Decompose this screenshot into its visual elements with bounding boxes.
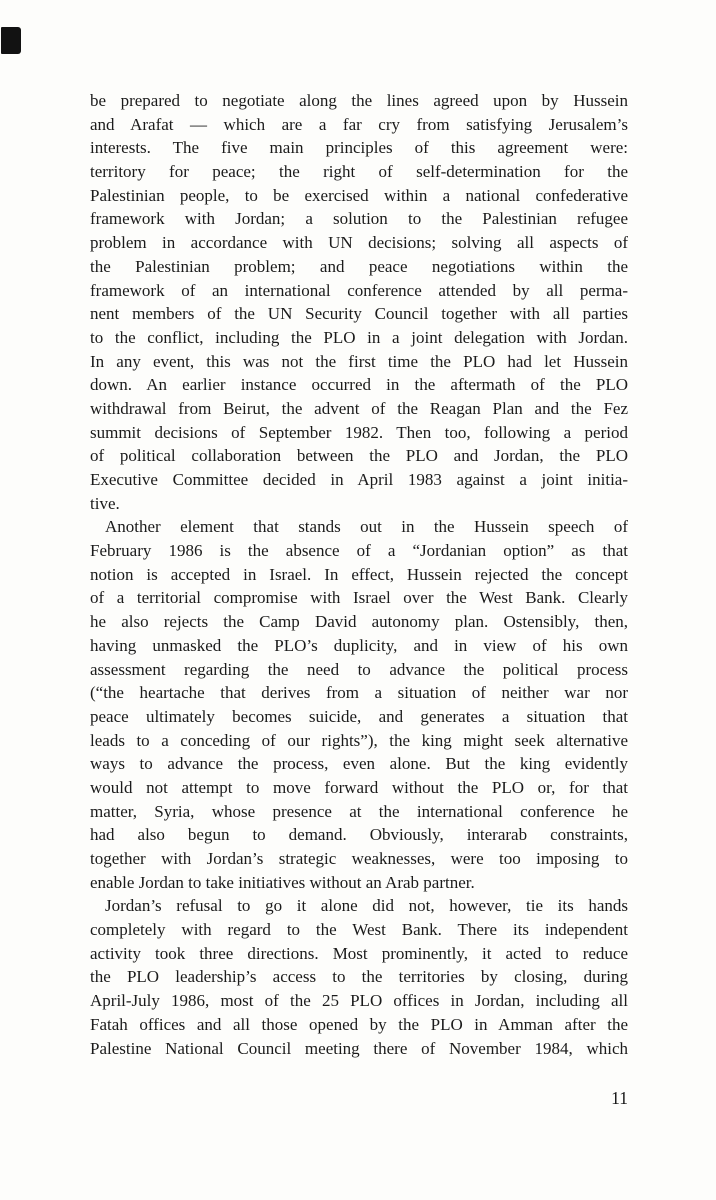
- text-line: ways to advance the process, even alone. But the king evidently: [90, 754, 628, 774]
- text-line: he also rejects the Camp David autonomy plan. Ostensibly, then,: [90, 612, 628, 632]
- text-line: matter, Syria, whose presence at the international conference he: [90, 801, 628, 821]
- text-line: Palestinian people, to be exercised within a national confederative: [90, 185, 628, 205]
- text-line: withdrawal from Beirut, the advent of the Reagan Plan and the Fez: [90, 398, 628, 418]
- text-line: April-July 1986, most of the 25 PLO offices in Jordan, including all: [90, 991, 628, 1011]
- text-line: had also begun to demand. Obviously, interarab constraints,: [90, 825, 628, 845]
- text-line: Executive Committee decided in April 1983 against a joint initia-: [90, 470, 628, 489]
- text-line: problem in accordance with UN decisions; solving all aspects of: [90, 233, 628, 253]
- text-line: to the conflict, including the PLO in a joint delegation with Jordan.: [90, 327, 628, 347]
- text-line: the PLO leadership’s access to the territories by closing, during: [90, 967, 628, 987]
- text-line: would not attempt to move forward without the PLO or, for that: [90, 777, 628, 797]
- text-line: framework of an international conference attended by all perma-: [90, 280, 628, 300]
- text-line: Fatah offices and all those opened by the PLO in Amman after the: [90, 1014, 628, 1034]
- page-number: 11: [611, 1088, 628, 1108]
- text-line: down. An earlier instance occurred in the aftermath of the PLO: [90, 375, 628, 395]
- text-line: Another element that stands out in the Hussein speech of: [105, 517, 628, 537]
- text-line: peace ultimately becomes suicide, and generates a situation that: [90, 706, 628, 726]
- text-line: framework with Jordan; a solution to the Palestinian refugee: [90, 209, 628, 229]
- text-line: Palestine National Council meeting there of November 1984, which: [90, 1038, 628, 1058]
- body-text: [90, 89, 628, 1060]
- scan-artifact-mark: [1, 27, 21, 54]
- text-line: together with Jordan’s strategic weaknesses, were too imposing to: [90, 849, 628, 868]
- text-line: Jordan’s refusal to go it alone did not, however, tie its hands: [105, 896, 628, 916]
- text-line: tive.: [90, 493, 120, 513]
- text-line: be prepared to negotiate along the lines agreed upon by Hussein: [90, 91, 628, 110]
- text-line: and Arafat — which are a far cry from satisfying Jerusalem’s: [90, 114, 628, 134]
- text-line: territory for peace; the right of self-determination for the: [90, 162, 628, 182]
- text-line: enable Jordan to take initiatives without an Arab partner.: [90, 872, 475, 892]
- text-line: February 1986 is the absence of a “Jordanian option” as that: [90, 541, 628, 561]
- text-line: having unmasked the PLO’s duplicity, and in view of his own: [90, 635, 628, 655]
- text-line: of political collaboration between the PLO and Jordan, the PLO: [90, 446, 628, 466]
- text-line: leads to a conceding of our rights”), the king might seek alternative: [90, 730, 628, 750]
- text-line: the Palestinian problem; and peace negotiations within the: [90, 256, 628, 276]
- text-line: (“the heartache that derives from a situation of neither war nor: [90, 683, 628, 703]
- text-line: assessment regarding the need to advance the political process: [90, 659, 628, 679]
- text-line: summit decisions of September 1982. Then too, following a period: [90, 422, 628, 442]
- text-line: activity took three directions. Most prominently, it acted to reduce: [90, 943, 628, 963]
- text-line: In any event, this was not the first time the PLO had let Hussein: [90, 351, 628, 371]
- text-line: notion is accepted in Israel. In effect, Hussein rejected the concept: [90, 564, 628, 584]
- text-line: nent members of the UN Security Council together with all parties: [90, 304, 628, 324]
- text-line: interests. The five main principles of this agreement were:: [90, 138, 628, 158]
- text-line: completely with regard to the West Bank. There its independent: [90, 920, 628, 940]
- text-line: of a territorial compromise with Israel over the West Bank. Clearly: [90, 588, 628, 608]
